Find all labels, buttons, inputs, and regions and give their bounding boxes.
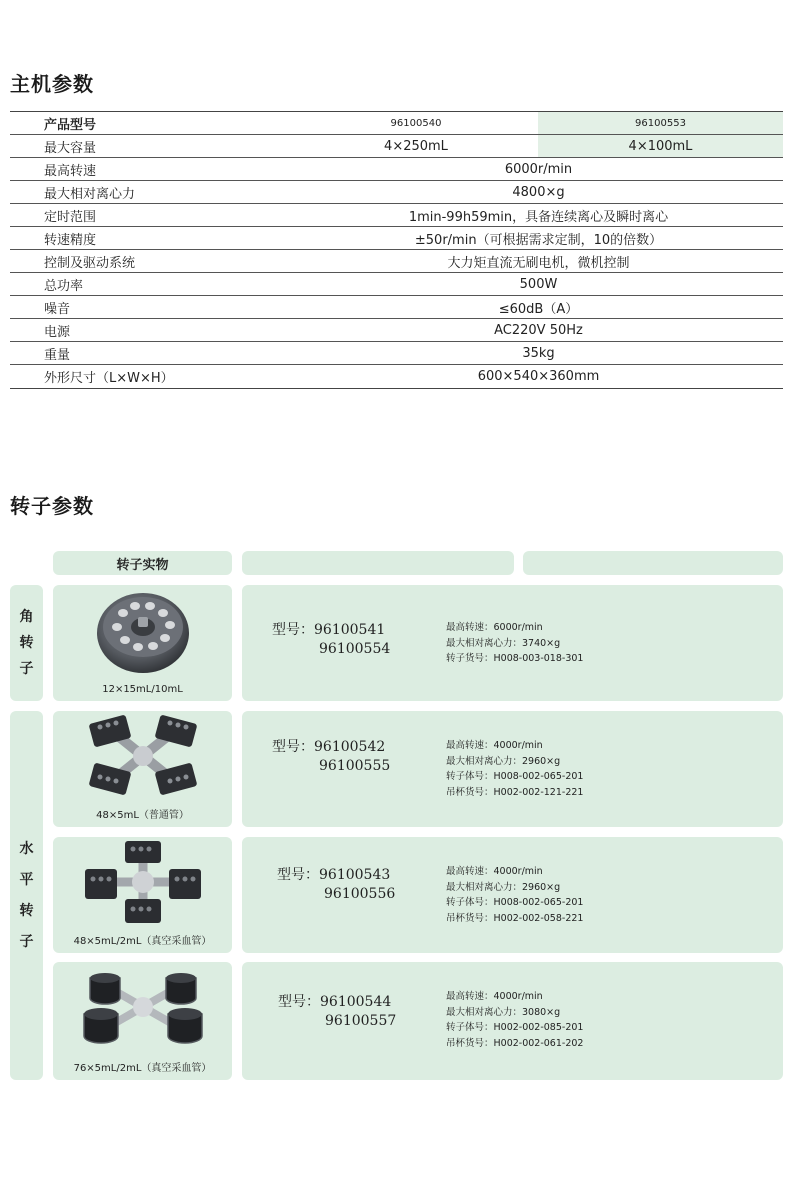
bucket-rotor-image — [78, 962, 208, 1054]
rotor-specs: 最高转速：4000r/min 最大相对离心力：2960×g 转子体号：H008-002-065-201 吊杯货号：H002-002-121-221 — [446, 740, 584, 798]
angle-rotor-label: 角 转 子 — [10, 585, 43, 701]
spec-label: 最大相对离心力 — [44, 186, 136, 202]
spec-label: 控制及驱动系统 — [44, 255, 136, 271]
rotor-info-cell — [242, 837, 783, 953]
spec-model-a: 96100540 — [390, 117, 442, 129]
rotor-caption: 48×5mL/2mL（真空采血管） — [73, 936, 212, 947]
spec-label: 总功率 — [44, 278, 84, 294]
rotor-image-cell — [53, 711, 232, 827]
horizontal-rotor-label: 水 平 转 子 — [10, 711, 43, 1080]
rotor-header-blank-2 — [523, 551, 783, 575]
rotor-model: 型号：96100542 96100555 — [272, 739, 391, 774]
spec-label: 产品型号 — [44, 117, 97, 133]
spec-row — [10, 250, 783, 273]
rotor-specs: 最高转速：4000r/min 最大相对离心力：3080×g 转子体号：H002-002-085-201 吊杯货号：H002-002-061-202 — [446, 991, 584, 1049]
rotor-image-header: 转子实物 — [53, 551, 232, 575]
spec-label: 噪音 — [44, 301, 71, 317]
spec-row — [10, 158, 783, 181]
host-section-title: 主机参数 — [10, 72, 94, 96]
spec-label: 最高转速 — [44, 163, 97, 179]
spec-row — [10, 273, 783, 296]
rotor-caption: 76×5mL/2mL（真空采血管） — [73, 1063, 212, 1074]
spec-value: 6000r/min — [504, 161, 573, 177]
spec-value: ±50r/min（可根据需求定制，10的倍数） — [414, 232, 663, 248]
rotor-caption: 48×5mL（普通管） — [96, 810, 189, 821]
rotor-info-cell — [242, 585, 783, 701]
rotor-info-cell — [242, 962, 783, 1080]
spec-row — [10, 227, 783, 250]
spec-label: 电源 — [44, 324, 71, 340]
rotor-info-cell — [242, 711, 783, 827]
spec-value: 35kg — [522, 345, 555, 361]
spec-row — [10, 181, 783, 204]
spec-row — [10, 319, 783, 342]
spec-row-capacity — [10, 135, 783, 158]
angle-rotor-image — [93, 585, 193, 675]
swing-rotor-image — [83, 837, 203, 927]
spec-value: 1min-99h59min，具备连续离心及瞬时离心 — [408, 209, 669, 225]
spec-label: 最大容量 — [44, 140, 97, 156]
spec-row — [10, 365, 783, 388]
spec-value: 500W — [519, 276, 558, 292]
rotor-image-cell — [53, 962, 232, 1080]
spec-label: 外形尺寸（L×W×H） — [44, 371, 174, 386]
rotor-model: 型号：96100541 96100554 — [272, 622, 391, 657]
spec-value: 大力矩直流无刷电机，微机控制 — [447, 255, 630, 271]
spec-label: 转速精度 — [44, 232, 97, 248]
rotor-header-blank-1 — [242, 551, 514, 575]
rotor-image-cell — [53, 585, 232, 701]
spec-row-header — [10, 112, 783, 135]
rotor-specs: 最高转速：4000r/min 最大相对离心力：2960×g 转子体号：H008-002-065-201 吊杯货号：H002-002-058-221 — [446, 866, 584, 924]
spec-capacity-b: 4×100mL — [538, 135, 783, 157]
spec-value: AC220V 50Hz — [494, 322, 583, 338]
spec-value: 4800×g — [512, 184, 565, 200]
rotor-section-title: 转子参数 — [10, 494, 94, 518]
rotor-caption: 12×15mL/10mL — [102, 684, 183, 695]
spec-row — [10, 342, 783, 365]
spec-value: 600×540×360mm — [477, 369, 600, 384]
spec-model-b: 96100553 — [538, 112, 783, 134]
spec-label: 定时范围 — [44, 209, 97, 225]
spec-row — [10, 296, 783, 319]
rotor-model: 型号：96100544 96100557 — [278, 994, 397, 1029]
rotor-image-cell — [53, 837, 232, 953]
rotor-model: 型号：96100543 96100556 — [277, 867, 396, 902]
spec-capacity-a: 4×250mL — [384, 138, 448, 154]
spec-row — [10, 204, 783, 227]
host-spec-table — [10, 111, 783, 389]
swing-rotor-image — [83, 711, 203, 801]
spec-value: ≤60dB（A） — [498, 301, 579, 317]
spec-label: 重量 — [44, 347, 71, 363]
rotor-specs: 最高转速：6000r/min 最大相对离心力：3740×g 转子货号：H008-003-018-301 — [446, 622, 584, 664]
